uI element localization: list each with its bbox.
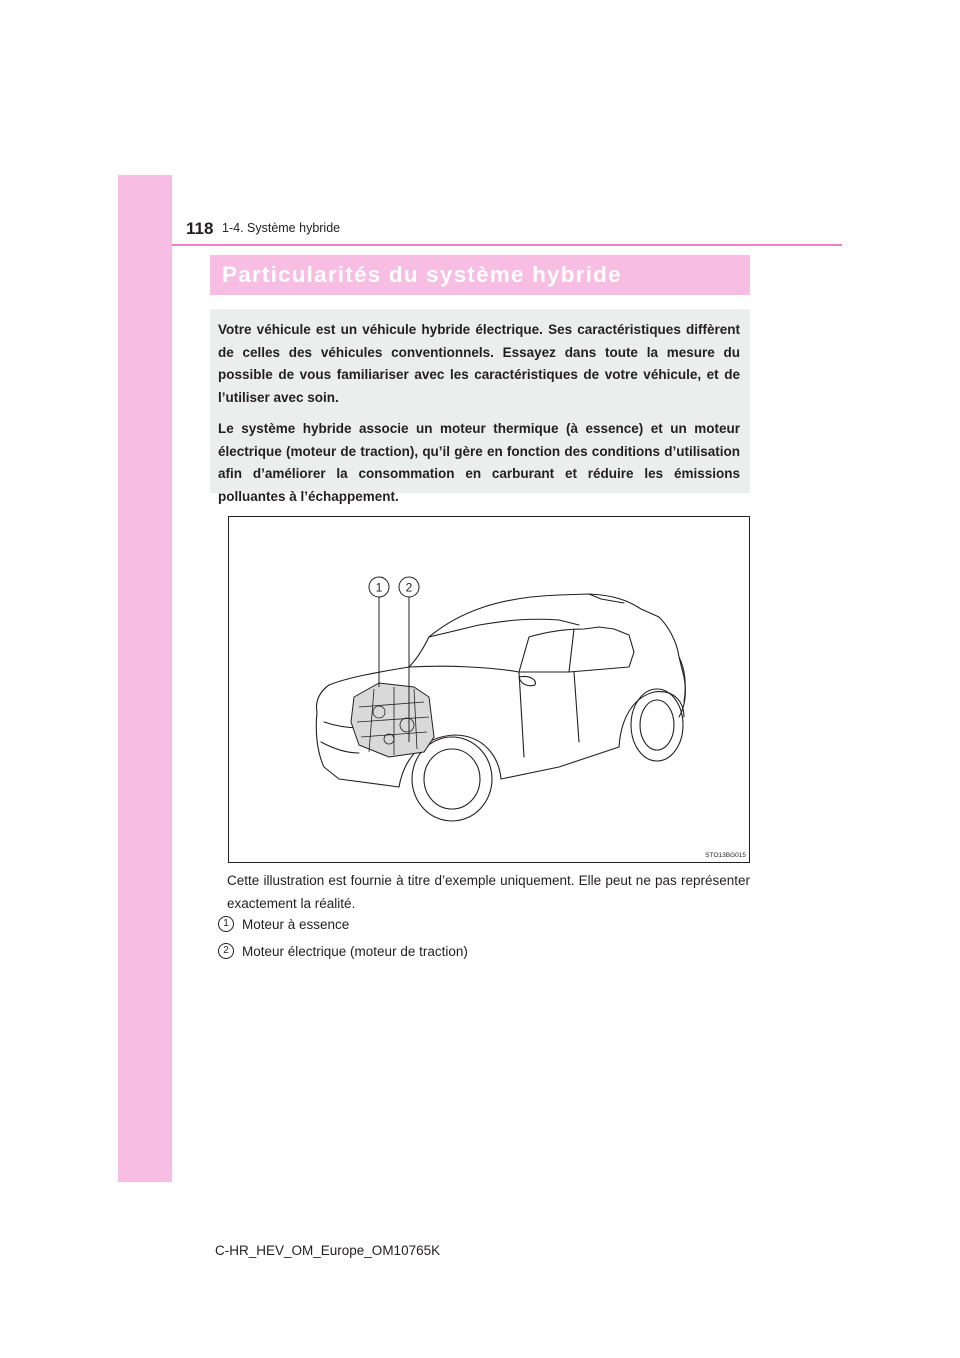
page-number: 118: [186, 219, 214, 238]
car-illustration-figure: [228, 516, 750, 863]
intro-paragraph-1: Votre véhicule est un véhicule hybride électrique. Ses caractéristiques diffèrent de celles des véhicules conventionnels. Essayez dans toute la mesure du possible de vous familiariser avec les caractéristiques de votre véhicule, et de l’utiliser avec soin.: [218, 322, 740, 405]
section-label: 1-4. Système hybride: [222, 221, 341, 235]
callout-1-label: 1: [375, 580, 383, 595]
section-title-bar: [210, 255, 750, 295]
page-title: Particularités du système hybride: [222, 262, 622, 287]
legend-label-2: Moteur électrique (moteur de traction): [242, 943, 468, 959]
figure-caption: Cette illustration est fournie à titre d’exemple uniquement. Elle peut ne pas représenter exactement la réalité.: [227, 873, 750, 911]
intro-box: [210, 309, 750, 504]
legend-item-1: [218, 915, 349, 933]
callout-2-label: 2: [405, 580, 413, 595]
legend-label-1: Moteur à essence: [242, 916, 350, 932]
legend-number-1: 1: [218, 916, 234, 932]
car-illustration: [229, 517, 749, 862]
footer-manual-code: C-HR_HEV_OM_Europe_OM10765K: [215, 1243, 441, 1258]
side-tab-band: [118, 175, 172, 1182]
figure-code: STO13BG015: [705, 852, 746, 859]
intro-paragraph-2: Le système hybride associe un moteur thermique (à essence) et un moteur électrique (moteur de traction), qu’il gère en fonction des conditions d’utilisation afin d’améliorer la consommation en carburant et réduire les émissions polluantes à l’échappement.: [218, 421, 740, 504]
legend-number-2: 2: [218, 943, 234, 959]
legend-item-2: [218, 942, 468, 960]
header-rule: [172, 244, 842, 246]
